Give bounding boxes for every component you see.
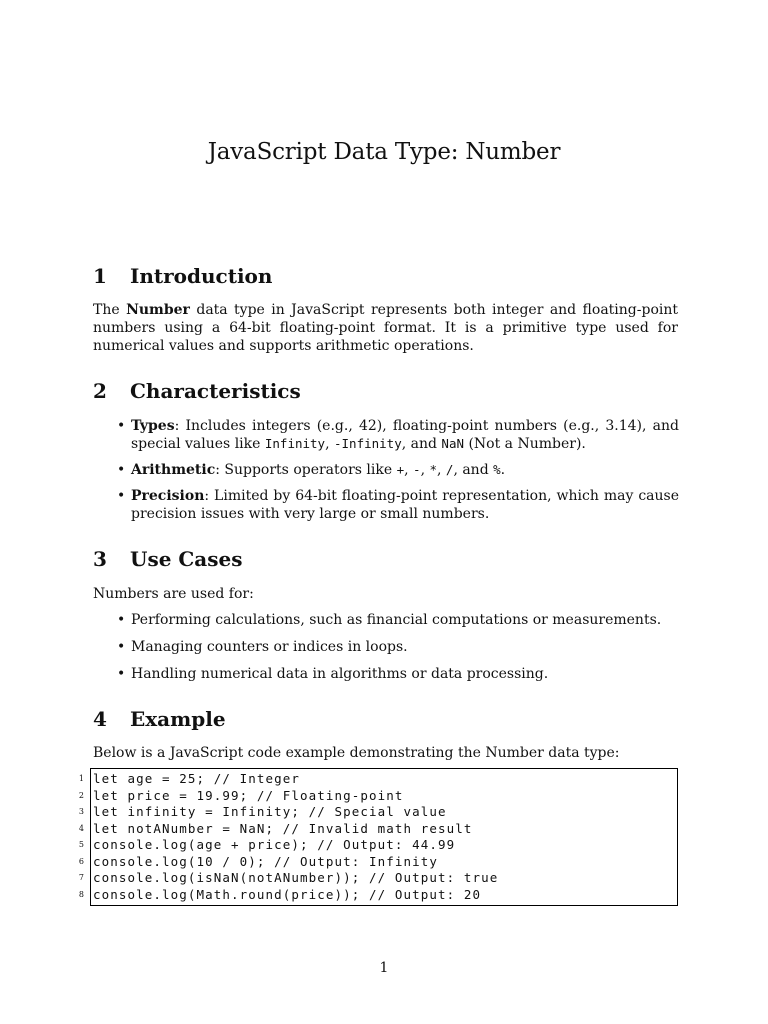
item-text: : Limited by 64-bit floating-point representation, which may cause precision issues with very large or small numbers. — [131, 488, 679, 522]
item-text: , — [437, 462, 446, 478]
code-line: let price = 19.99; // Floating-point — [93, 787, 404, 803]
item-text: : Supports operators like — [215, 462, 397, 478]
line-number: 4 — [78, 823, 84, 833]
list-item-types — [131, 417, 679, 453]
inline-code: Infinity — [264, 436, 326, 451]
section-number: 2 — [93, 379, 107, 403]
line-number: 5 — [78, 840, 84, 849]
line-number: 8 — [78, 889, 84, 899]
line-number: 6 — [78, 856, 84, 866]
paragraph-text: The — [93, 302, 127, 318]
inline-code: -Infinity — [334, 436, 402, 451]
item-text: , and — [453, 462, 494, 478]
inline-code: * — [429, 462, 437, 477]
section-heading-use-cases — [93, 547, 243, 571]
list-item: • Performing calculations, such as financial computations or measurements. — [131, 611, 679, 629]
section-title: Characteristics — [130, 379, 301, 403]
list-item-precision — [131, 487, 679, 523]
line-number: 1 — [78, 774, 84, 783]
bold-term: Number — [126, 302, 190, 318]
code-line: let notANumber = NaN; // Invalid math result — [93, 820, 473, 836]
line-number: 2 — [78, 790, 84, 800]
section-number: 3 — [93, 547, 107, 571]
line-number: 7 — [78, 873, 84, 882]
section-title: Use Cases — [130, 547, 243, 571]
inline-code: - — [413, 462, 421, 477]
inline-code: NaN — [441, 436, 464, 451]
item-text: , — [404, 462, 414, 478]
list-item: • Managing counters or indices in loops. — [131, 638, 679, 656]
inline-code: % — [493, 462, 501, 477]
inline-code: / — [445, 462, 454, 477]
code-line: console.log(age + price); // Output: 44.99 — [93, 837, 456, 852]
section-heading-characteristics — [93, 379, 301, 403]
item-text: . — [500, 462, 506, 478]
section-heading-introduction — [93, 264, 272, 288]
characteristics-list — [131, 417, 679, 523]
paragraph-text: data type in JavaScript represents both integer and floating-point numbers using a 64-bit floating-point format. It is a primitive type used for numerical values and supports arithmetic operations. — [93, 302, 678, 354]
section-title: Introduction — [130, 264, 273, 288]
code-line: console.log(isNaN(notANumber)); // Output: true — [93, 870, 499, 885]
example-intro: Below is a JavaScript code example demonstrating the Number data type: — [93, 745, 620, 761]
section-number: 4 — [93, 707, 107, 731]
page-number: 1 — [379, 960, 389, 976]
code-line: console.log(Math.round(price)); // Output: 20 — [93, 886, 482, 902]
code-line: let infinity = Infinity; // Special value — [93, 804, 447, 819]
inline-code: + — [396, 462, 405, 477]
code-line: console.log(10 / 0); // Output: Infinity — [93, 853, 439, 869]
item-text: : Includes integers (e.g., 42), floating-point numbers (e.g., 3.14), and special values like — [131, 418, 679, 452]
bold-term: Precision — [131, 488, 205, 504]
item-text: , and — [401, 436, 442, 452]
section-number: 1 — [93, 264, 107, 288]
item-text: , — [420, 462, 430, 478]
use-cases-list — [131, 611, 679, 683]
section-heading-example — [93, 707, 226, 731]
code-line: let age = 25; // Integer — [93, 771, 301, 786]
section-title: Example — [130, 707, 226, 731]
item-text: , — [325, 436, 334, 452]
use-cases-intro: Numbers are used for: — [93, 586, 254, 602]
list-item-arithmetic — [131, 461, 679, 479]
line-number: 3 — [78, 807, 84, 816]
introduction-paragraph — [93, 301, 678, 355]
bold-term: Types — [131, 418, 175, 434]
document-title: JavaScript Data Type: Number — [207, 139, 561, 165]
item-text: (Not a Number). — [464, 436, 586, 452]
list-item: • Handling numerical data in algorithms or data processing. — [131, 665, 679, 683]
bold-term: Arithmetic — [131, 462, 216, 478]
